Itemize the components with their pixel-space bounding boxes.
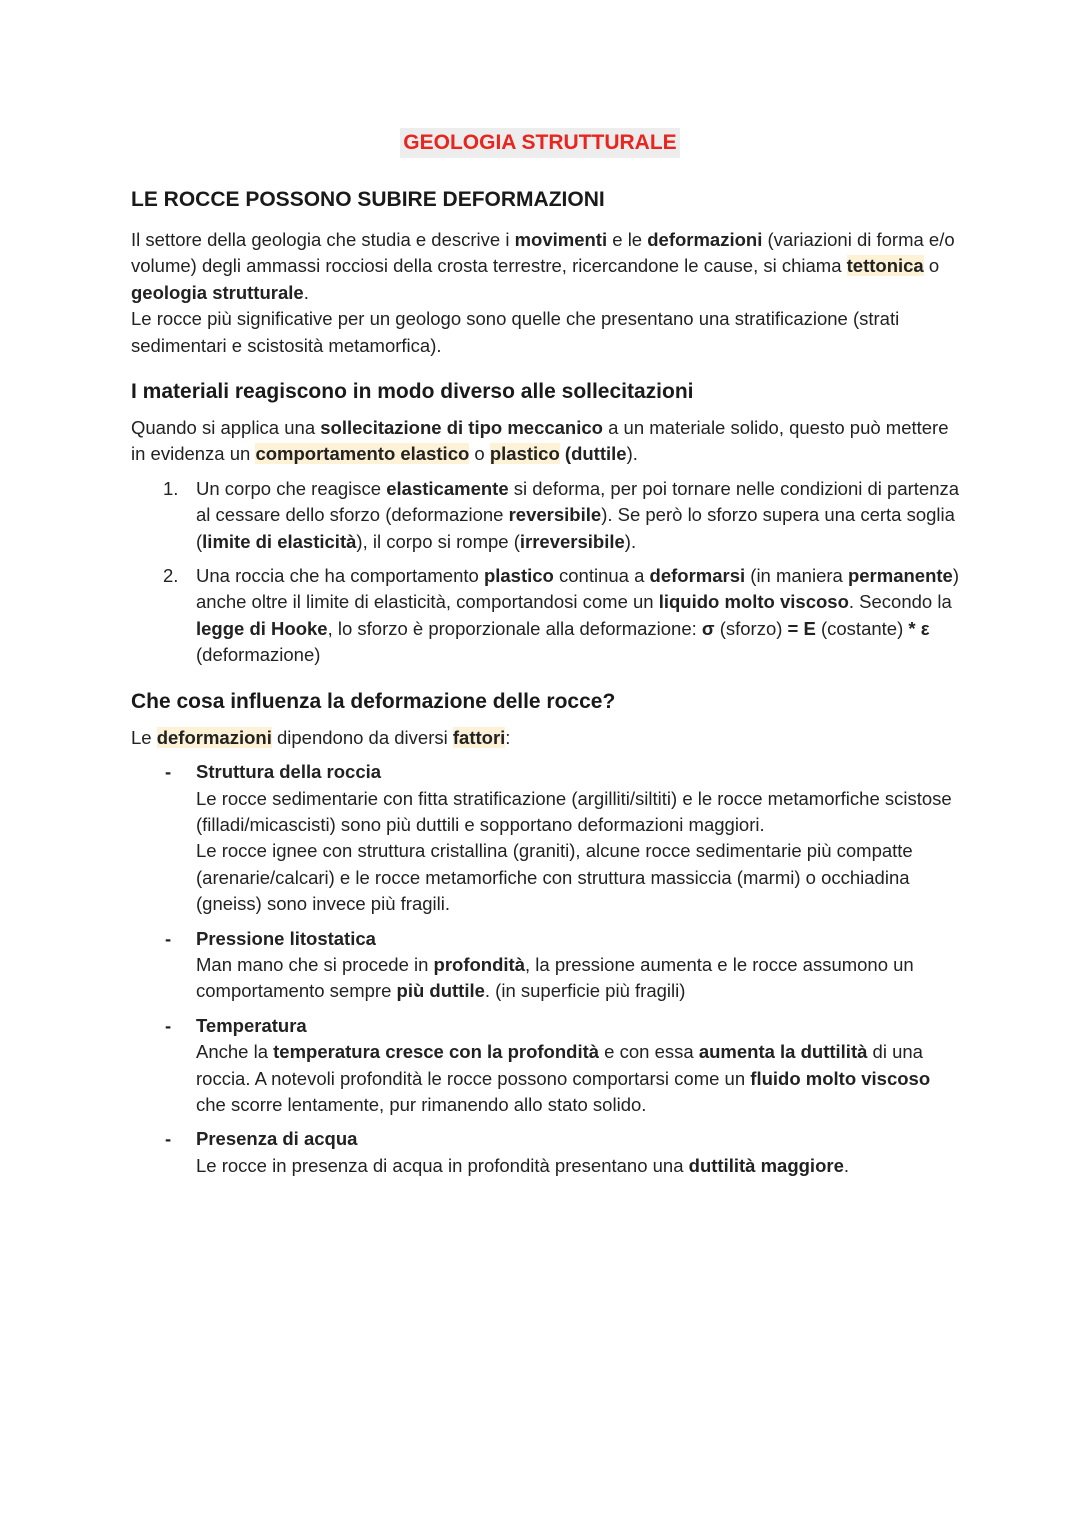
factor-title: Struttura della roccia <box>196 761 382 783</box>
section2-paragraph1: Quando si applica una sollecitazione di tipo meccanico a un materiale solido, questo può mettere in evidenza un comportamento elastico o plastico (duttile). <box>131 417 949 465</box>
list-item: - Temperatura Anche la temperatura cresce con la profondità e con essa aumenta la duttilità di una roccia. A notevoli profondità le rocce possono comportarsi come un fluido molto viscoso che scorre lentamente, pur rimanendo allo stato solido. <box>131 1013 961 1119</box>
numbered-list <box>131 476 961 669</box>
highlight-comportamento-elastico: comportamento elastico <box>255 443 470 465</box>
factor-title: Temperatura <box>196 1014 307 1036</box>
list-item: - Pressione litostatica Man mano che si procede in profondità, la pressione aumenta e le rocce assumono un comportamento sempre più duttile. (in superficie più fragili) <box>131 926 961 1005</box>
highlight-plastico: plastico <box>489 443 560 465</box>
highlight-tettonica: tettonica <box>846 255 924 277</box>
section3-paragraph1: Le deformazioni dipendono da diversi fattori: <box>131 726 511 748</box>
section1-paragraph2: Le rocce più significative per un geologo sono quelle che presentano una stratificazione (strati sedimentari e scistosità metamorfica). <box>131 308 900 356</box>
list-item: 2. Una roccia che ha comportamento plastico continua a deformarsi (in maniera permanente) anche oltre il limite di elasticità, comportandosi come un liquido molto viscoso. Secondo la legge di Hooke, lo sforzo è proporzionale alla deformazione: σ (sforzo) = E (costante) * ε (deformazione) <box>163 565 960 666</box>
section3-heading: Che cosa influenza la deformazione delle rocce? <box>131 689 616 713</box>
title-wrapper <box>0 128 1080 158</box>
document-title: GEOLOGIA STRUTTURALE <box>400 128 679 158</box>
list-item: 1. Un corpo che reagisce elasticamente si deforma, per poi tornare nelle condizioni di partenza al cessare dello sforzo (deformazione reversibile). Se però lo sforzo supera una certa soglia (limite di elasticità), il corpo si rompe (irreversibile). <box>163 477 960 552</box>
factor-title: Presenza di acqua <box>196 1128 358 1150</box>
section1-heading: LE ROCCE POSSONO SUBIRE DEFORMAZIONI <box>131 188 605 211</box>
highlight-fattori: fattori <box>452 726 506 748</box>
section1-paragraph1: Il settore della geologia che studia e descrive i movimenti e le deformazioni (variazioni di forma e/o volume) degli ammassi rocciosi della crosta terrestre, ricercandone le cause, si chiama tettonica o geologia strutturale. <box>131 229 955 303</box>
highlight-deformazioni: deformazioni <box>156 726 272 748</box>
list-item: - Presenza di acqua Le rocce in presenza di acqua in profondità presentano una duttilità maggiore. <box>131 1126 961 1179</box>
factors-list <box>131 759 961 1179</box>
document-body <box>131 185 961 1187</box>
factor-title: Pressione litostatica <box>196 927 376 949</box>
list-item: - Struttura della roccia Le rocce sedimentarie con fitta stratificazione (argilliti/siltiti) e le rocce metamorfiche scistose (filladi/micascisti) sono più duttili e sopportano deformazioni maggiori. Le rocce ignee con struttura cristallina (graniti), alcune rocce sedimentarie più compatte (arenarie/calcari) e le rocce metamorfiche con struttura massiccia (marmi) o occhiadina (gneiss) sono invece più fragili. <box>131 759 961 917</box>
section2-heading: I materiali reagiscono in modo diverso alle sollecitazioni <box>131 380 694 404</box>
